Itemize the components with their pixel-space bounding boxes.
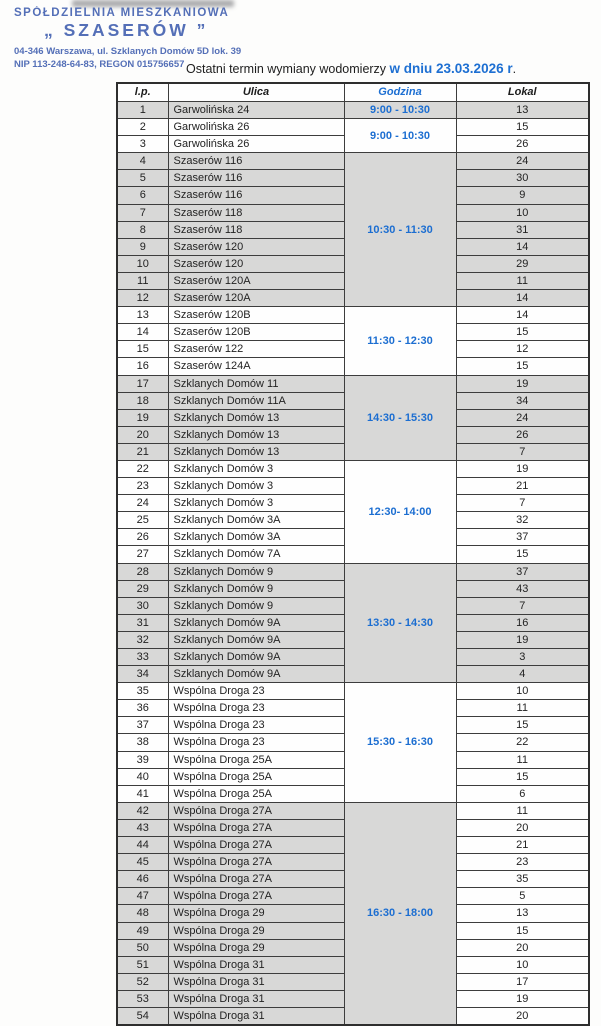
lp-cell: 49 [117, 922, 168, 939]
street-cell: Wspólna Droga 25A [168, 768, 344, 785]
street-cell: Szaserów 118 [168, 204, 344, 221]
lp-cell: 38 [117, 734, 168, 751]
street-cell: Wspólna Droga 23 [168, 700, 344, 717]
street-cell: Wspólna Droga 27A [168, 854, 344, 871]
lokal-cell: 13 [456, 905, 589, 922]
lp-cell: 15 [117, 341, 168, 358]
street-cell: Garwolińska 24 [168, 102, 344, 119]
time-slot-cell: 15:30 - 16:30 [344, 683, 456, 803]
lokal-cell: 37 [456, 529, 589, 546]
table-row [117, 307, 589, 324]
lokal-cell: 15 [456, 922, 589, 939]
lp-cell: 26 [117, 529, 168, 546]
lp-cell: 48 [117, 905, 168, 922]
street-cell: Szklanych Domów 9A [168, 649, 344, 666]
lp-cell: 9 [117, 238, 168, 255]
street-cell: Szaserów 120B [168, 307, 344, 324]
street-cell: Szklanych Domów 9 [168, 597, 344, 614]
lp-cell: 8 [117, 221, 168, 238]
stamp-nip-regon: NIP 113-248-64-83, REGON 015756657 [14, 59, 185, 70]
street-cell: Szklanych Domów 11 [168, 375, 344, 392]
lp-cell: 52 [117, 973, 168, 990]
time-slot-cell: 11:30 - 12:30 [344, 307, 456, 375]
lokal-cell: 20 [456, 819, 589, 836]
lokal-cell: 30 [456, 170, 589, 187]
lp-cell: 13 [117, 307, 168, 324]
lp-cell: 42 [117, 802, 168, 819]
street-cell: Szklanych Domów 7A [168, 546, 344, 563]
lp-cell: 32 [117, 631, 168, 648]
street-cell: Szklanych Domów 13 [168, 426, 344, 443]
lokal-cell: 13 [456, 102, 589, 119]
lokal-cell: 15 [456, 119, 589, 136]
street-cell: Szklanych Domów 3 [168, 478, 344, 495]
time-slot-cell: 13:30 - 14:30 [344, 563, 456, 683]
lp-cell: 44 [117, 837, 168, 854]
lokal-cell: 31 [456, 221, 589, 238]
lokal-cell: 20 [456, 939, 589, 956]
lokal-cell: 7 [456, 443, 589, 460]
lp-cell: 35 [117, 683, 168, 700]
street-cell: Wspólna Droga 27A [168, 837, 344, 854]
lokal-cell: 15 [456, 768, 589, 785]
lokal-cell: 19 [456, 375, 589, 392]
street-cell: Szaserów 120A [168, 272, 344, 289]
lokal-cell: 19 [456, 631, 589, 648]
scan-artifact [72, 0, 234, 7]
lokal-cell: 14 [456, 290, 589, 307]
time-slot-cell: 10:30 - 11:30 [344, 153, 456, 307]
header-row [117, 83, 589, 102]
street-cell: Szklanych Domów 9A [168, 666, 344, 683]
lokal-cell: 15 [456, 546, 589, 563]
lokal-cell: 15 [456, 324, 589, 341]
lp-cell: 39 [117, 751, 168, 768]
street-cell: Szklanych Domów 9A [168, 631, 344, 648]
street-cell: Szklanych Domów 9 [168, 563, 344, 580]
street-cell: Wspólna Droga 23 [168, 683, 344, 700]
document-title [186, 61, 516, 76]
lp-cell: 36 [117, 700, 168, 717]
lp-cell: 29 [117, 580, 168, 597]
lp-cell: 30 [117, 597, 168, 614]
street-cell: Wspólna Droga 25A [168, 785, 344, 802]
lp-cell: 24 [117, 495, 168, 512]
lokal-cell: 11 [456, 272, 589, 289]
column-header-ulica: Ulica [168, 83, 344, 102]
street-cell: Szklanych Domów 9A [168, 614, 344, 631]
lp-cell: 45 [117, 854, 168, 871]
street-cell: Szaserów 116 [168, 170, 344, 187]
lp-cell: 47 [117, 888, 168, 905]
lp-cell: 20 [117, 426, 168, 443]
street-cell: Wspólna Droga 29 [168, 939, 344, 956]
lokal-cell: 20 [456, 1007, 589, 1025]
table-header [117, 83, 589, 102]
lp-cell: 16 [117, 358, 168, 375]
lokal-cell: 19 [456, 990, 589, 1007]
lp-cell: 27 [117, 546, 168, 563]
street-cell: Szklanych Domów 11A [168, 392, 344, 409]
lp-cell: 37 [117, 717, 168, 734]
table-row [117, 119, 589, 136]
street-cell: Wspólna Droga 27A [168, 802, 344, 819]
lp-cell: 43 [117, 819, 168, 836]
lp-cell: 28 [117, 563, 168, 580]
street-cell: Szaserów 124A [168, 358, 344, 375]
lp-cell: 14 [117, 324, 168, 341]
column-header-lokal: Lokal [456, 83, 589, 102]
street-cell: Garwolińska 26 [168, 119, 344, 136]
lokal-cell: 10 [456, 956, 589, 973]
lokal-cell: 11 [456, 751, 589, 768]
street-cell: Szaserów 116 [168, 187, 344, 204]
stamp-address: 04-346 Warszawa, ul. Szklanych Domów 5D lok. 39 [14, 46, 242, 57]
lokal-cell: 37 [456, 563, 589, 580]
table-row [117, 683, 589, 700]
lokal-cell: 34 [456, 392, 589, 409]
street-cell: Wspólna Droga 31 [168, 956, 344, 973]
lp-cell: 50 [117, 939, 168, 956]
lokal-cell: 7 [456, 597, 589, 614]
street-cell: Szklanych Domów 3 [168, 495, 344, 512]
table-body [117, 102, 589, 1026]
street-cell: Szklanych Domów 13 [168, 443, 344, 460]
lokal-cell: 19 [456, 460, 589, 477]
lokal-cell: 14 [456, 238, 589, 255]
lp-cell: 25 [117, 512, 168, 529]
lp-cell: 41 [117, 785, 168, 802]
street-cell: Wspólna Droga 31 [168, 973, 344, 990]
lokal-cell: 24 [456, 409, 589, 426]
lp-cell: 40 [117, 768, 168, 785]
street-cell: Szaserów 116 [168, 153, 344, 170]
lokal-cell: 10 [456, 683, 589, 700]
lp-cell: 23 [117, 478, 168, 495]
lp-cell: 18 [117, 392, 168, 409]
street-cell: Wspólna Droga 25A [168, 751, 344, 768]
street-cell: Szklanych Domów 3 [168, 460, 344, 477]
street-cell: Wspólna Droga 23 [168, 734, 344, 751]
lokal-cell: 6 [456, 785, 589, 802]
lp-cell: 3 [117, 136, 168, 153]
time-slot-cell: 14:30 - 15:30 [344, 375, 456, 460]
lp-cell: 46 [117, 871, 168, 888]
lp-cell: 1 [117, 102, 168, 119]
lp-cell: 6 [117, 187, 168, 204]
lokal-cell: 17 [456, 973, 589, 990]
street-cell: Szaserów 120A [168, 290, 344, 307]
table-row [117, 460, 589, 477]
time-slot-cell: 16:30 - 18:00 [344, 802, 456, 1025]
lokal-cell: 15 [456, 717, 589, 734]
lp-cell: 12 [117, 290, 168, 307]
table-row [117, 375, 589, 392]
street-cell: Wspólna Droga 27A [168, 888, 344, 905]
street-cell: Szaserów 120 [168, 255, 344, 272]
street-cell: Szaserów 122 [168, 341, 344, 358]
stamp-org-name: SPÓŁDZIELNIA MIESZKANIOWA [14, 7, 230, 19]
street-cell: Szaserów 120B [168, 324, 344, 341]
lokal-cell: 26 [456, 136, 589, 153]
title-text: Ostatni termin wymiany wodomierzy [186, 62, 390, 76]
lp-cell: 22 [117, 460, 168, 477]
title-deadline-date: w dniu 23.03.2026 r [389, 61, 513, 76]
column-header-lp: l.p. [117, 83, 168, 102]
lokal-cell: 26 [456, 426, 589, 443]
street-cell: Szklanych Domów 3A [168, 512, 344, 529]
lokal-cell: 16 [456, 614, 589, 631]
lp-cell: 4 [117, 153, 168, 170]
time-slot-cell: 9:00 - 10:30 [344, 102, 456, 119]
lokal-cell: 23 [456, 854, 589, 871]
lokal-cell: 11 [456, 802, 589, 819]
lokal-cell: 7 [456, 495, 589, 512]
schedule-table-container [116, 82, 590, 1026]
stamp-org-short-name: „ SZASERÓW ” [44, 20, 209, 40]
table-row [117, 563, 589, 580]
street-cell: Szklanych Domów 9 [168, 580, 344, 597]
street-cell: Szaserów 118 [168, 221, 344, 238]
lokal-cell: 15 [456, 358, 589, 375]
lokal-cell: 29 [456, 255, 589, 272]
lp-cell: 31 [117, 614, 168, 631]
lokal-cell: 9 [456, 187, 589, 204]
street-cell: Garwolińska 26 [168, 136, 344, 153]
lp-cell: 54 [117, 1007, 168, 1025]
lp-cell: 11 [117, 272, 168, 289]
lokal-cell: 35 [456, 871, 589, 888]
time-slot-cell: 9:00 - 10:30 [344, 119, 456, 153]
street-cell: Szklanych Domów 13 [168, 409, 344, 426]
street-cell: Wspólna Droga 23 [168, 717, 344, 734]
lp-cell: 53 [117, 990, 168, 1007]
title-period: . [512, 62, 517, 76]
street-cell: Wspólna Droga 27A [168, 819, 344, 836]
lokal-cell: 4 [456, 666, 589, 683]
street-cell: Szklanych Domów 3A [168, 529, 344, 546]
lokal-cell: 11 [456, 700, 589, 717]
lokal-cell: 10 [456, 204, 589, 221]
lokal-cell: 21 [456, 478, 589, 495]
lokal-cell: 5 [456, 888, 589, 905]
street-cell: Wspólna Droga 31 [168, 1007, 344, 1025]
lokal-cell: 32 [456, 512, 589, 529]
lokal-cell: 21 [456, 837, 589, 854]
lokal-cell: 3 [456, 649, 589, 666]
street-cell: Szaserów 120 [168, 238, 344, 255]
lp-cell: 10 [117, 255, 168, 272]
street-cell: Wspólna Droga 31 [168, 990, 344, 1007]
lokal-cell: 14 [456, 307, 589, 324]
lp-cell: 17 [117, 375, 168, 392]
table-row [117, 802, 589, 819]
lp-cell: 33 [117, 649, 168, 666]
table-row [117, 102, 589, 119]
time-slot-cell: 12:30- 14:00 [344, 460, 456, 563]
street-cell: Wspólna Droga 29 [168, 905, 344, 922]
lp-cell: 2 [117, 119, 168, 136]
lokal-cell: 43 [456, 580, 589, 597]
lp-cell: 51 [117, 956, 168, 973]
lokal-cell: 12 [456, 341, 589, 358]
schedule-table [116, 82, 590, 1026]
lokal-cell: 24 [456, 153, 589, 170]
lp-cell: 5 [117, 170, 168, 187]
table-row [117, 153, 589, 170]
street-cell: Wspólna Droga 27A [168, 871, 344, 888]
lp-cell: 34 [117, 666, 168, 683]
column-header-godzina: Godzina [344, 83, 456, 102]
lokal-cell: 22 [456, 734, 589, 751]
lp-cell: 19 [117, 409, 168, 426]
lp-cell: 21 [117, 443, 168, 460]
street-cell: Wspólna Droga 29 [168, 922, 344, 939]
lp-cell: 7 [117, 204, 168, 221]
